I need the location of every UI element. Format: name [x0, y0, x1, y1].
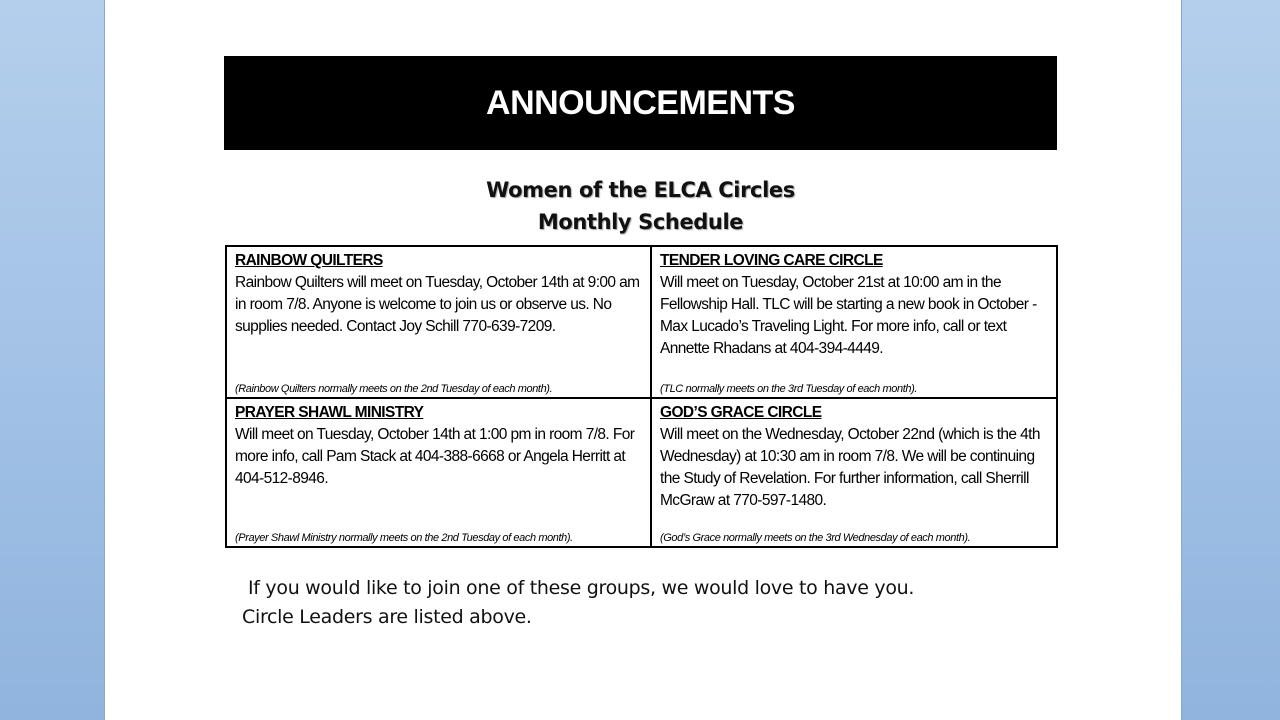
announcements-banner	[224, 56, 1057, 150]
circle-body: Will meet on the Wednesday, October 22nd (which is the 4th Wednesday) at 10:30 am in room 7/8. We will be continuing the Study of Revelation. For further information, call Sherrill McGraw at 770-597-1480.	[660, 426, 1040, 509]
circle-body: Rainbow Quilters will meet on Tuesday, October 14th at 9:00 am in room 7/8. Anyone is welcome to join us or observe us. No supplies needed. Contact Joy Schill 770-639-7209.	[235, 274, 640, 335]
circle-body: Will meet on Tuesday, October 14th at 1:00 pm in room 7/8. For more info, call Pam Stack at 404-388-6668 or Angela Herritt at 404-512-8946.	[235, 426, 635, 487]
circle-body: Will meet on Tuesday, October 21st at 10:00 am in the Fellowship Hall. TLC will be starting a new book in October - Max Lucado’s Traveling Light. For more info, call or text Annette Rhadans at 404-394-4449.	[660, 274, 1037, 357]
banner-title: ANNOUNCEMENTS	[486, 83, 795, 122]
circles-schedule-table	[225, 245, 1058, 548]
circle-cell-rainbow-quilters	[227, 247, 652, 399]
invitation-line-2: Circle Leaders are listed above.	[242, 606, 532, 628]
circle-note: (Rainbow Quilters normally meets on the 2nd Tuesday of each month).	[235, 383, 553, 395]
circle-cell-prayer-shawl	[227, 399, 652, 546]
circle-cell-tender-loving-care	[652, 247, 1056, 399]
circle-title: PRAYER SHAWL MINISTRY	[235, 404, 424, 421]
circle-note: (Prayer Shawl Ministry normally meets on the 2nd Tuesday of each month).	[235, 532, 573, 544]
circle-title: GOD’S GRACE CIRCLE	[660, 404, 822, 421]
circle-note: (God’s Grace normally meets on the 3rd Wednesday of each month).	[660, 532, 971, 544]
circle-title: TENDER LOVING CARE CIRCLE	[660, 252, 883, 269]
schedule-heading-line-1: Women of the ELCA Circles	[486, 178, 795, 202]
schedule-heading-line-2: Monthly Schedule	[537, 210, 744, 234]
circle-title: RAINBOW QUILTERS	[235, 252, 383, 269]
invitation-line-1: If you would like to join one of these groups, we would love to have you.	[248, 577, 915, 599]
right-side-panel	[1181, 0, 1280, 720]
left-side-panel	[0, 0, 105, 720]
join-invitation	[242, 574, 1042, 632]
circle-note: (TLC normally meets on the 3rd Tuesday of each month).	[660, 383, 917, 395]
circle-cell-gods-grace	[652, 399, 1056, 546]
